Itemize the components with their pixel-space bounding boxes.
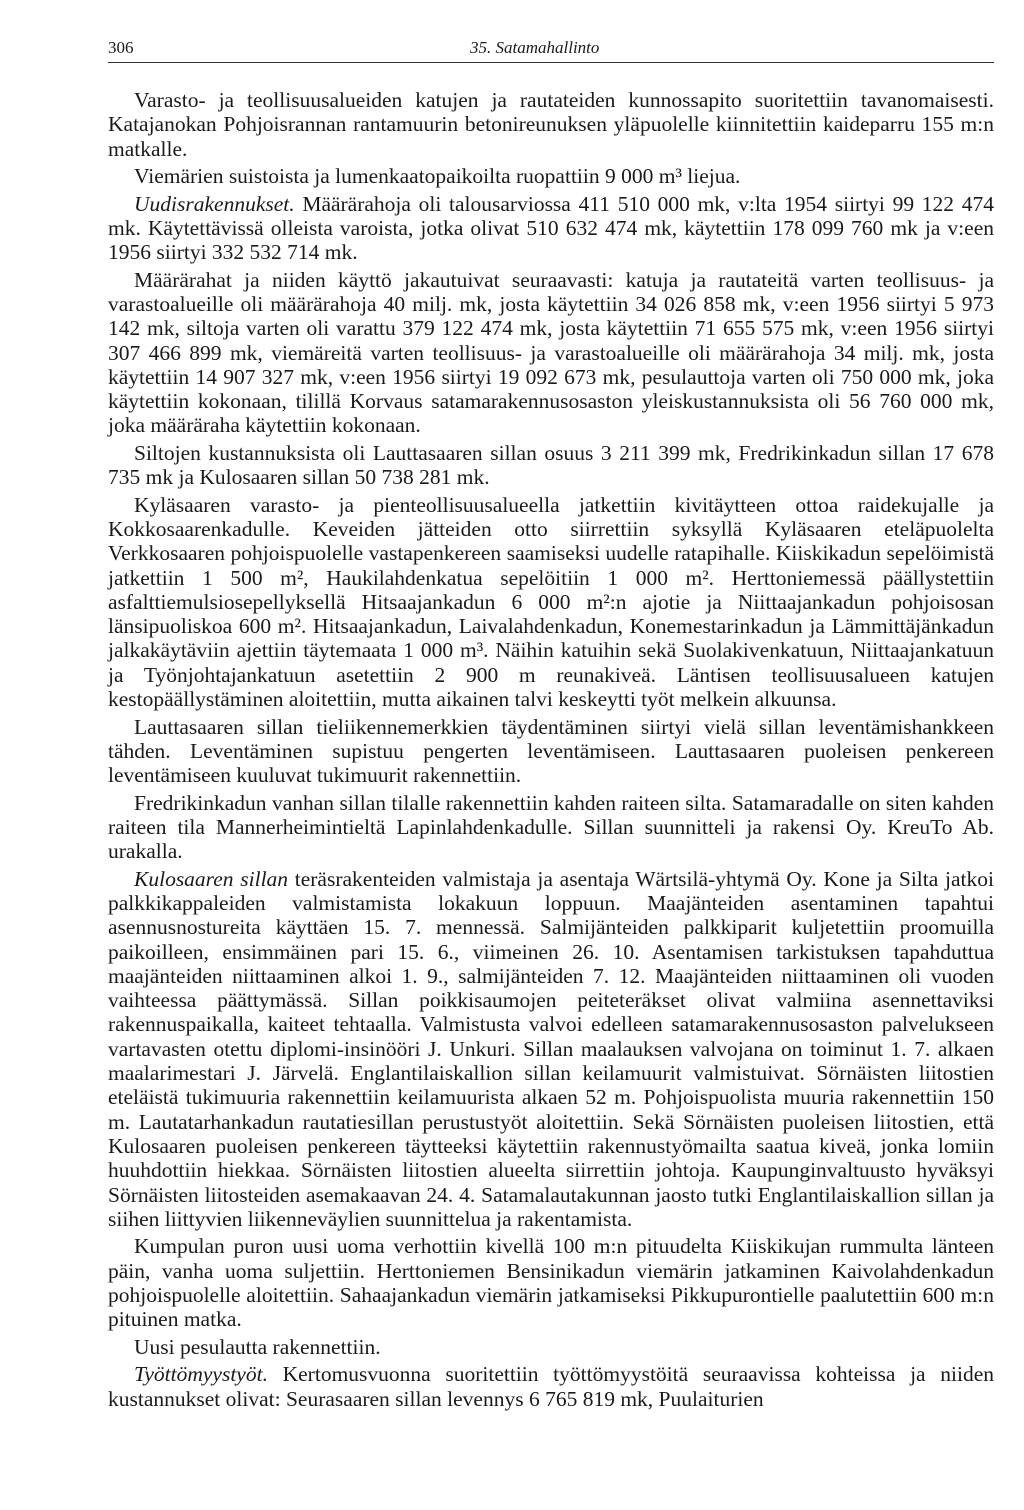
paragraph-text: Siltojen kustannuksista oli Lauttasaaren sillan osuus 3 211 399 mk, Fredrikinkadun sillan 17 678 735 mk ja Kulosaaren sillan 50 738 281 mk. bbox=[108, 440, 994, 490]
paragraph bbox=[108, 867, 994, 1231]
paragraph-text: Määrärahat ja niiden käyttö jakautuivat seuraavasti: katuja ja rautateitä varten teollisuus- ja varastoalueille oli määrärahoja 40 milj. mk, josta käytettiin 34 026 858 mk, v:een 1956 siirtyi 5 973 142 mk, siltoja varten oli varattu 379 122 474 mk, josta käytettiin 71 655 575 mk, v:een 1956 siirtyi 307 466 899 mk, viemäreitä varten teollisuus- ja varastoalueille oli määrärahoja 34 milj. mk, josta käytettiin 14 907 327 mk, v:een 1956 siirtyi 19 092 673 mk, pesulauttoja varten oli 750 000 mk, joka käytettiin kokonaan, tilillä Korvaus satamarakennusosaston yleiskustannuksista oli 56 760 000 mk, joka määräraha käytettiin kokonaan. bbox=[108, 267, 994, 438]
page-header bbox=[108, 38, 994, 63]
paragraph bbox=[108, 1234, 994, 1331]
paragraph-text: Fredrikinkadun vanhan sillan tilalle rakennettiin kahden raiteen silta. Satamaradalle on siten kahden raiteen tila Mannerheimintieltä Lapinlahdenkadulle. Sillan suunnitteli ja rakensi Oy. KreuTo Ab. urakalla. bbox=[108, 790, 994, 864]
paragraph-text: Varasto- ja teollisuusalueiden katujen ja rautateiden kunnossapito suoritettiin tavanomaisesti. Katajanokan Pohjoisrannan rantamuurin betonireunuksen yläpuolelle kiinnitettiin kaideparru 155 m:n matkalle. bbox=[108, 88, 994, 161]
paragraph bbox=[108, 192, 994, 265]
paragraph-text: Kumpulan puron uusi uoma verhottiin kivellä 100 m:n pituudelta Kiiskikujan rummulta länteen päin, vanha uoma suljettiin. Herttoniemen Bensinikadun viemärin jatkaminen Kaivolahdenkadun pohjoispuolelle aloitettiin. Sahaajankadun viemärin jatkamiseksi Pikkupurontielle paalutettiin 600 m:n pituinen matka. bbox=[108, 1234, 994, 1332]
page-number: 306 bbox=[108, 38, 134, 57]
paragraph bbox=[108, 715, 994, 788]
paragraph-text: Määrärahoja oli talousarviossa 411 510 000 mk, v:lta 1954 siirtyi 99 122 474 mk. Käytettävissä olleista varoista, jotka olivat 510 632 474 mk, käytettiin 178 099 760 mk ja v:een 1956 siirtyi 332 532 714 mk. bbox=[108, 191, 994, 265]
paragraph bbox=[108, 493, 994, 712]
paragraph-text: teräsrakenteiden valmistaja ja asentaja Wärtsilä-yhtymä Oy. Kone ja Silta jatkoi palkkikappaleiden valmistamista lokakuun loppuun. Maajänteiden asentaminen tapahtui asennusnostureita käyttäen 15. 7. mennessä. Salmijänteiden palkkiparit kuljetettiin proomuilla paikoilleen, ensimmäinen pari 15. 6., viimeinen 26. 10. Asentamisen tarkistuksen tapahduttua maajänteiden niittaaminen alkoi 1. 9., salmijänteiden 7. 12. Maajänteiden niittaaminen oli vuoden vaihteessa päättymässä. Sillan poikkisaumojen peiteteräkset olivat valmiina asennettaviksi rakennuspaikalla, kaiteet tehtaalla. Valmistusta valvoi edelleen satamarakennusosaston palvelukseen vartavasten otettu diplomi-insinööri J. Unkuri. Sillan maalauksen valvojana on toiminut 1. 7. alkaen maalarimestari J. Järvelä. Englantilaiskallion sillan keilamuurit valmistuivat. Sörnäisten liitostien eteläistä tukimuuria rakennettiin keilamuurista alkaen 52 m. Pohjoispuolista muuria rakennettiin 150 m. Lautatarhankadun rautatiesillan perustustyöt aloitettiin. Sekä Sörnäisten puoleisen liitostien, että Kulosaaren puoleisen penkereen täytteeksi käytettiin rakennustyömailta saatua kiveä, jonka lomiin huuhdottiin hiekkaa. Sörnäisten liitostien alueelta siirrettiin johtoja. Kaupunginvaltuusto hyväksyi Sörnäisten liitosteiden asemakaavan 24. 4. Satamalautakunnan jaosto tutki Englantilaiskallion sillan ja siihen liittyvien liikenneväylien suunnittelua ja rakentamista. bbox=[108, 866, 994, 1231]
body-text bbox=[108, 88, 994, 1411]
paragraph bbox=[108, 88, 994, 161]
paragraph-text: Viemärien suistoista ja lumenkaatopaikoilta ruopattiin 9 000 m³ liejua. bbox=[134, 164, 741, 189]
paragraph bbox=[108, 268, 994, 438]
paragraph-text: Uusi pesulautta rakennettiin. bbox=[134, 1334, 381, 1359]
paragraph-text: Kyläsaaren varasto- ja pienteollisuusalueella jatkettiin kivitäytteen ottoa raidekujalle ja Kokkosaarenkadulle. Keveiden jätteiden otto siirrettiin syksyllä Kyläsaaren eteläpuolelta Verkkosaaren pohjoispuolelle vastapenkereen saamiseksi uudelle ratapihalle. Kiiskikadun sepelöimistä jatkettiin 1 500 m², Haukilahdenkatua sepelöitiin 1 000 m². Herttoniemessä päällystettiin asfalttiemulsiosepellyksellä Hitsaajankadun 6 000 m²:n ajotie ja Niittaajankadun pohjoisosan länsipuoliskoa 600 m². Hitsaajankadun, Laivalahdenkadun, Konemestarinkadun ja Lämmittäjänkadun jalkakäytäviin ajettiin täytemaata 1 000 m³. Näihin katuihin sekä Suolakivenkatuun, Niittaajankatuun ja Työnjohtajankatuun asetettiin 2 900 m reunakiveä. Läntisen teollisuusalueen katujen kestopäällystäminen aloitettiin, mutta aikainen talvi keskeytti työt melkein alkuunsa. bbox=[108, 492, 994, 712]
running-title: 35. Satamahallinto bbox=[470, 38, 600, 57]
paragraph bbox=[108, 1335, 994, 1359]
paragraph-text: Lauttasaaren sillan tieliikennemerkkien täydentäminen siirtyi vielä sillan leventämishankkeen tähden. Leventäminen supistuu pengerten leventämiseen. Lauttasaaren puoleisen penkereen leventämiseen kuuluvat tukimuurit rakennettiin. bbox=[108, 714, 994, 788]
paragraph bbox=[108, 791, 994, 864]
paragraph bbox=[108, 1362, 994, 1411]
paragraph bbox=[108, 164, 994, 188]
paragraph bbox=[108, 441, 994, 490]
paragraph-italic-lead: Kulosaaren sillan bbox=[134, 866, 289, 891]
paragraph-italic-lead: Työttömyystyöt. bbox=[134, 1362, 268, 1387]
paragraph-italic-lead: Uudisrakennukset. bbox=[134, 191, 295, 216]
paragraph-text: Kertomusvuonna suoritettiin työttömyystöitä seuraavissa kohteissa ja niiden kustannukset olivat: Seurasaaren sillan levennys 6 765 819 mk, Puulaiturien bbox=[108, 1362, 994, 1411]
